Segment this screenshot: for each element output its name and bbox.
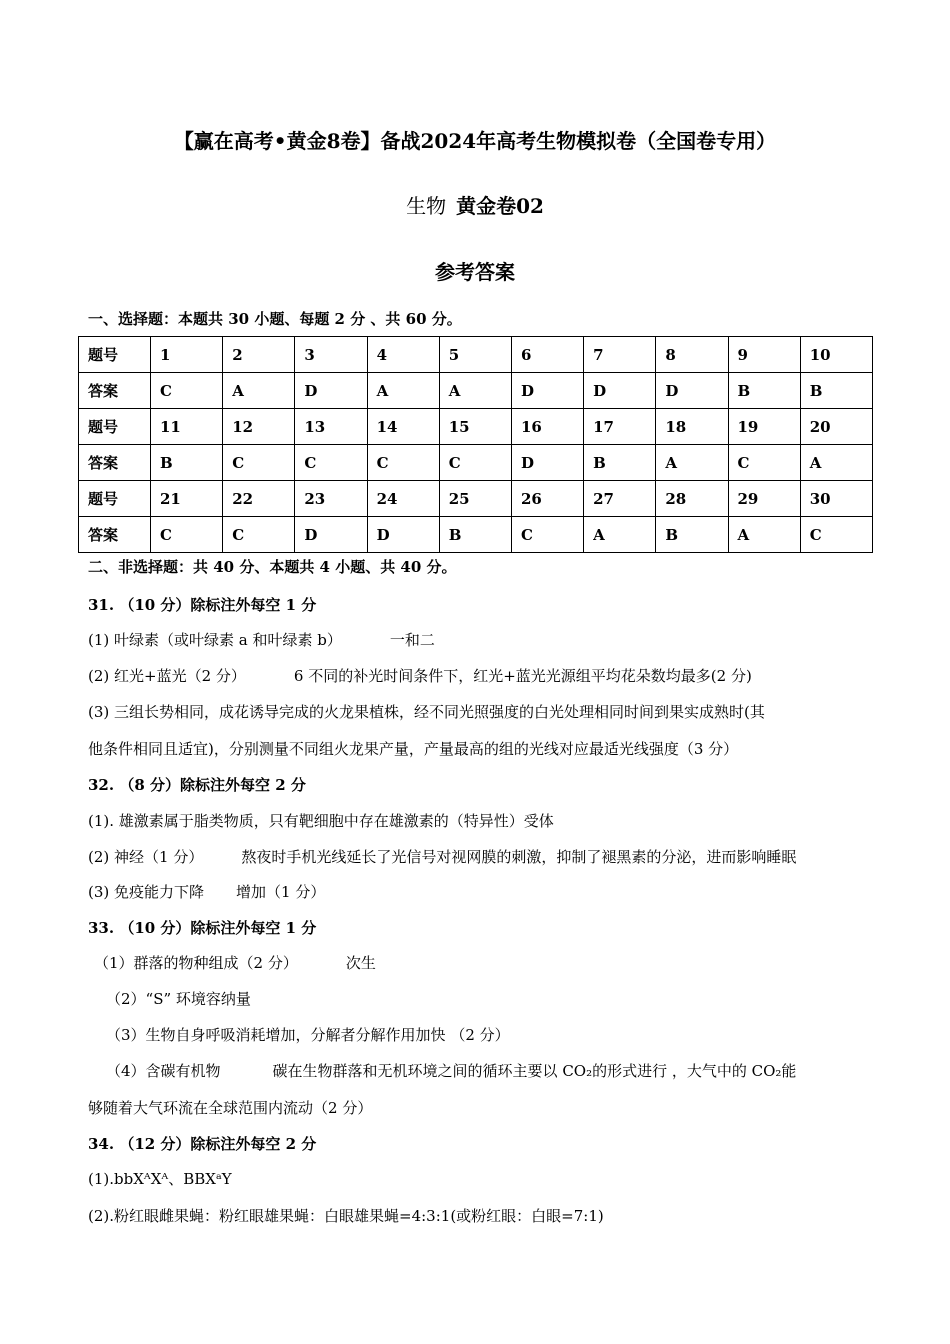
table-cell: 6: [511, 337, 583, 373]
table-cell: D: [295, 373, 367, 409]
table-cell: 25: [439, 481, 511, 517]
q32-line3: [88, 881, 325, 902]
table-cell: 答案: [79, 445, 151, 481]
table-cell: C: [511, 517, 583, 553]
table-cell: 24: [367, 481, 439, 517]
table-cell: C: [151, 517, 223, 553]
q33-line2: （2）“S” 环境容纳量: [106, 990, 251, 1008]
table-cell: 21: [151, 481, 223, 517]
table-cell: 28: [656, 481, 728, 517]
table-cell: B: [656, 517, 728, 553]
table-row: [79, 337, 873, 373]
q33-line1: [94, 952, 376, 973]
table-row: [79, 445, 873, 481]
q34-line1: (1).bbXᴬXᴬ、BBXᵃY: [88, 1170, 232, 1188]
table-cell: 19: [728, 409, 800, 445]
q33-line3: （3）生物自身呼吸消耗增加，分解者分解作用加快 （2 分）: [106, 1026, 510, 1044]
table-cell: 题号: [79, 481, 151, 517]
q33-answer2: 次生: [345, 954, 376, 972]
table-cell: C: [439, 445, 511, 481]
table-cell: 22: [223, 481, 295, 517]
q31-line1: [88, 629, 435, 650]
q31-line2: [88, 665, 752, 686]
table-cell: 11: [151, 409, 223, 445]
table-cell: 20: [800, 409, 872, 445]
table-cell: C: [223, 445, 295, 481]
q33-answer5: （4）含碳有机物: [106, 1062, 221, 1080]
table-cell: D: [367, 517, 439, 553]
table-cell: 1: [151, 337, 223, 373]
q31-answer1: (1) 叶绿素（或叶绿素 a 和叶绿素 b）: [88, 631, 342, 649]
table-cell: 26: [511, 481, 583, 517]
table-cell: D: [656, 373, 728, 409]
table-cell: D: [295, 517, 367, 553]
table-cell: 29: [728, 481, 800, 517]
table-cell: A: [800, 445, 872, 481]
q32-line2: [88, 846, 796, 867]
q34-heading: 34. （12 分）除标注外每空 2 分: [88, 1135, 317, 1153]
table-cell: A: [728, 517, 800, 553]
table-cell: 12: [223, 409, 295, 445]
subject-label: 生物: [406, 194, 447, 218]
table-cell: 3: [295, 337, 367, 373]
doc-subtitle: [0, 190, 950, 219]
table-cell: 5: [439, 337, 511, 373]
table-row: [79, 481, 873, 517]
table-cell: 23: [295, 481, 367, 517]
q31-heading: 31. （10 分）除标注外每空 1 分: [88, 596, 317, 614]
table-cell: D: [511, 445, 583, 481]
table-cell: A: [439, 373, 511, 409]
table-cell: C: [728, 445, 800, 481]
table-cell: C: [295, 445, 367, 481]
table-cell: B: [800, 373, 872, 409]
q32-answer3: 熬夜时手机光线延长了光信号对视网膜的刺激，抑制了褪黑素的分泌，进而影响睡眠: [241, 848, 797, 866]
paper-label: 黄金卷02: [456, 194, 544, 218]
table-cell: C: [223, 517, 295, 553]
table-cell: B: [151, 445, 223, 481]
q32-line1: (1). 雄激素属于脂类物质，只有靶细胞中存在雄激素的（特异性）受体: [88, 812, 554, 830]
table-cell: 题号: [79, 409, 151, 445]
q32-answer2: (2) 神经（1 分）: [88, 848, 204, 866]
table-cell: 8: [656, 337, 728, 373]
q33-answer6: 碳在生物群落和无机环境之间的循环主要以 CO₂的形式进行 ，大气中的 CO₂能: [272, 1062, 797, 1080]
table-cell: B: [584, 445, 656, 481]
table-cell: C: [151, 373, 223, 409]
reference-answers-heading: 参考答案: [435, 260, 515, 284]
section1-heading: 一、选择题：本题共 30 小题、每题 2 分 、共 60 分。: [88, 310, 462, 328]
q31-answer3: (2) 红光+蓝光（2 分）: [88, 667, 246, 685]
table-cell: 题号: [79, 337, 151, 373]
table-cell: A: [656, 445, 728, 481]
table-cell: 16: [511, 409, 583, 445]
table-cell: 30: [800, 481, 872, 517]
q31-answer2: 一和二: [389, 631, 435, 649]
table-cell: 18: [656, 409, 728, 445]
table-cell: 2: [223, 337, 295, 373]
table-cell: B: [728, 373, 800, 409]
q33-line4: [106, 1060, 796, 1081]
q31-line4: 他条件相同且适宜)，分别测量不同组火龙果产量，产量最高的组的光线对应最适光线强度（3 分）: [88, 740, 739, 758]
table-cell: 答案: [79, 373, 151, 409]
table-cell: C: [800, 517, 872, 553]
table-cell: 13: [295, 409, 367, 445]
table-cell: A: [367, 373, 439, 409]
answer-table: [78, 336, 873, 553]
doc-title: 【赢在高考•黄金8卷】备战2024年高考生物模拟卷（全国卷专用）: [173, 129, 777, 153]
table-row: [79, 409, 873, 445]
table-cell: 答案: [79, 517, 151, 553]
q31-line3: (3) 三组长势相同，成花诱导完成的火龙果植株，经不同光照强度的白光处理相同时间到果实成熟时(其: [88, 703, 765, 721]
table-cell: 15: [439, 409, 511, 445]
table-cell: 9: [728, 337, 800, 373]
table-cell: D: [584, 373, 656, 409]
q34-line2: (2).粉红眼雌果蝇：粉红眼雄果蝇：白眼雄果蝇=4:3:1(或粉红眼：白眼=7:1): [88, 1207, 604, 1225]
q32-answer4: (3) 免疫能力下降: [88, 883, 205, 901]
q32-answer5: 增加（1 分）: [236, 883, 326, 901]
table-row: [79, 373, 873, 409]
q32-heading: 32. （8 分）除标注外每空 2 分: [88, 776, 306, 794]
table-cell: D: [511, 373, 583, 409]
table-cell: B: [439, 517, 511, 553]
table-cell: A: [584, 517, 656, 553]
table-cell: 14: [367, 409, 439, 445]
q33-answer1: （1）群落的物种组成（2 分）: [94, 954, 298, 972]
table-cell: 27: [584, 481, 656, 517]
table-cell: C: [367, 445, 439, 481]
table-cell: 7: [584, 337, 656, 373]
q33-line5: 够随着大气环流在全球范围内流动（2 分）: [88, 1099, 373, 1117]
table-cell: 10: [800, 337, 872, 373]
q31-answer4: 6 不同的补光时间条件下，红光+蓝光光源组平均花朵数均最多(2 分): [293, 667, 752, 685]
table-cell: 4: [367, 337, 439, 373]
table-row: [79, 517, 873, 553]
table-cell: A: [223, 373, 295, 409]
table-cell: 17: [584, 409, 656, 445]
q33-heading: 33. （10 分）除标注外每空 1 分: [88, 919, 317, 937]
section2-heading: 二、非选择题：共 40 分、本题共 4 小题、共 40 分。: [88, 558, 457, 576]
